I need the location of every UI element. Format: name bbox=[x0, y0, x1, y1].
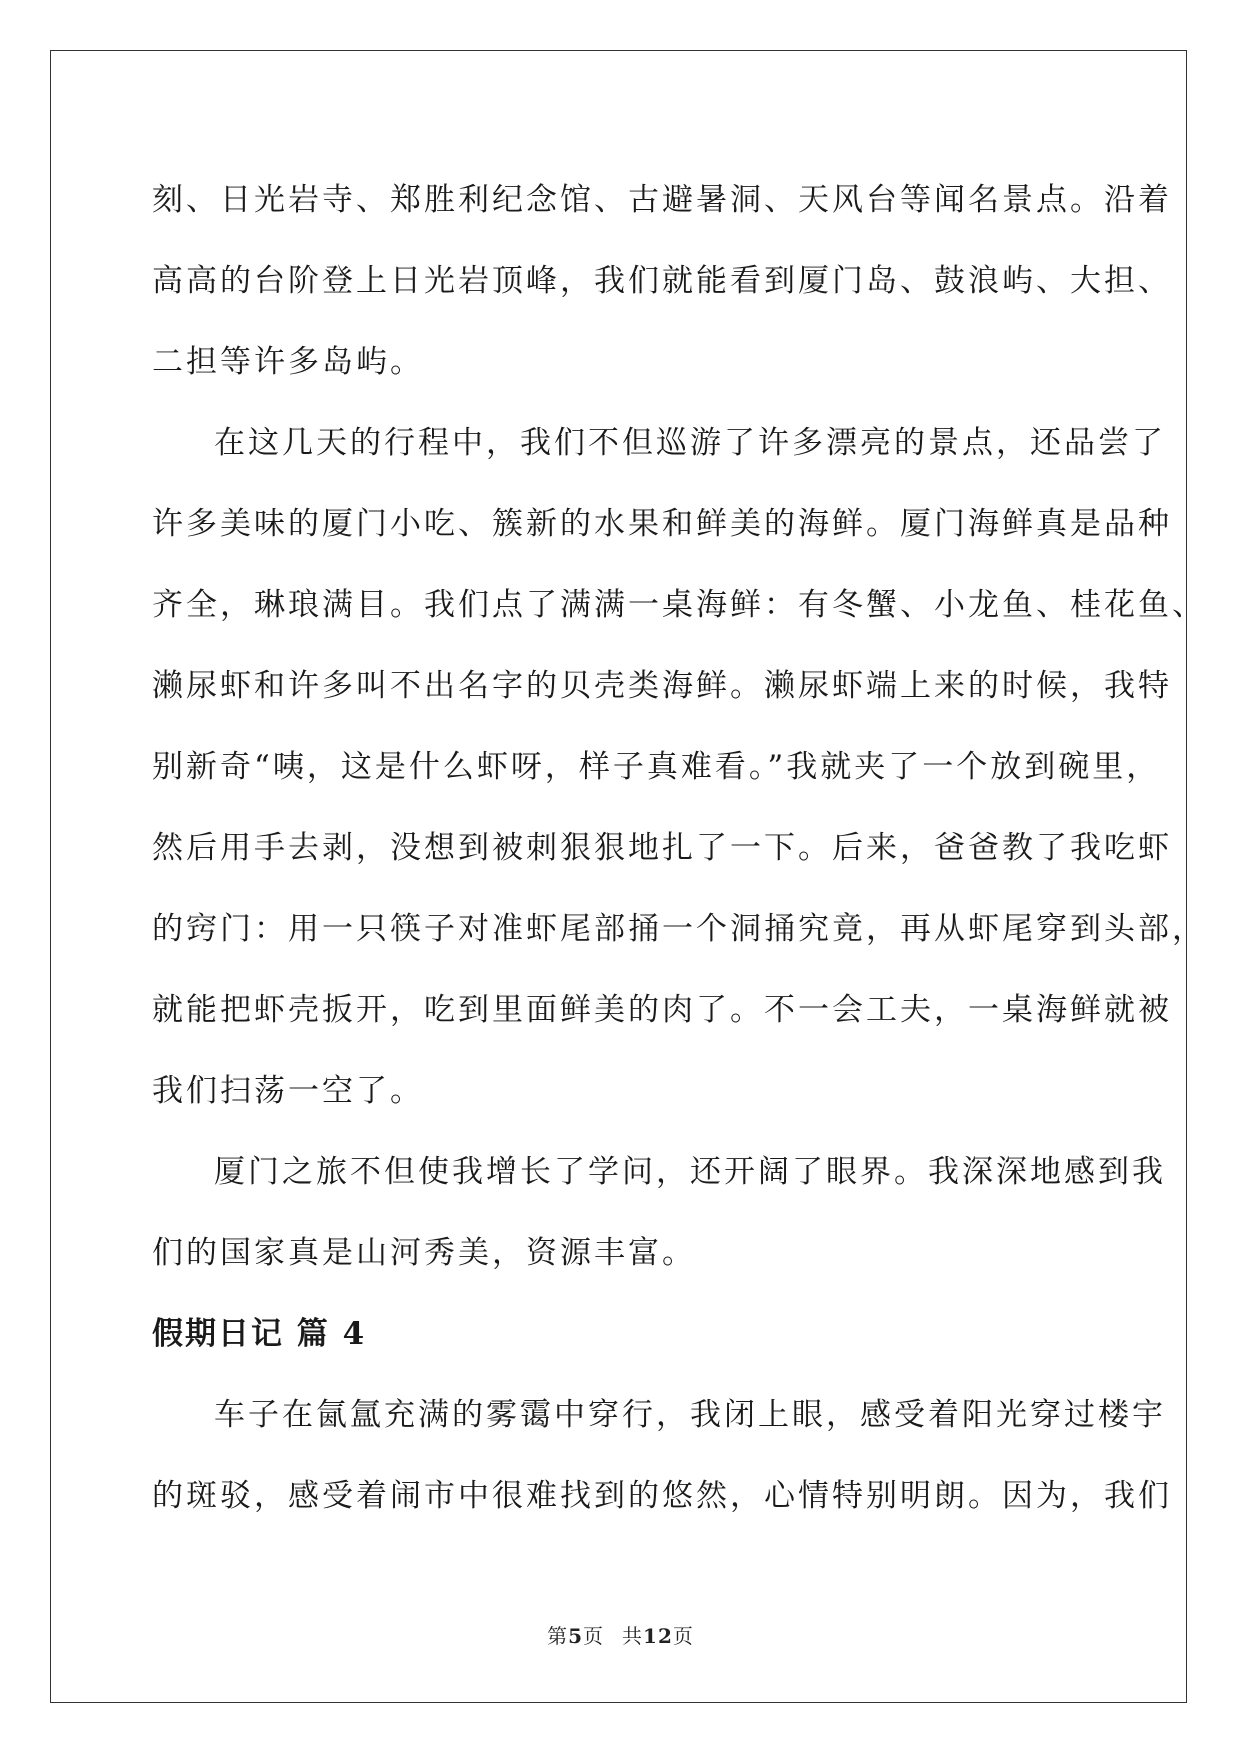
total-pages: 12 bbox=[643, 1624, 673, 1648]
paragraph-4 bbox=[152, 1375, 1172, 1537]
document-body bbox=[152, 160, 1206, 1537]
text-line: 濑尿虾和许多叫不出名字的贝壳类海鲜。濑尿虾端上来的时候，我特 bbox=[152, 668, 1172, 704]
footer-page-suffix: 页 bbox=[583, 1624, 605, 1648]
text-line: 厦门之旅不但使我增长了学问，还开阔了眼界。我深深地感到我 bbox=[214, 1154, 1166, 1190]
text-line: 的斑驳，感受着闹市中很难找到的悠然，心情特别明朗。因为，我们 bbox=[152, 1478, 1172, 1514]
text-line: 刻、日光岩寺、郑胜利纪念馆、古避暑洞、天风台等闻名景点。沿着 bbox=[152, 182, 1172, 218]
text-line: 们的国家真是山河秀美，资源丰富。 bbox=[152, 1235, 696, 1271]
text-line: 高高的台阶登上日光岩顶峰，我们就能看到厦门岛、鼓浪屿、大担、 bbox=[152, 263, 1172, 299]
footer-total-suffix: 页 bbox=[672, 1624, 694, 1648]
footer-total-prefix: 共 bbox=[622, 1624, 644, 1648]
text-line: 二担等许多岛屿。 bbox=[152, 344, 424, 380]
paragraph-3 bbox=[152, 1132, 1166, 1294]
text-line: 齐全，琳琅满目。我们点了满满一桌海鲜：有冬蟹、小龙鱼、桂花鱼、 bbox=[152, 587, 1206, 623]
text-line: 别新奇“咦，这是什么虾呀，样子真难看。”我就夹了一个放到碗里， bbox=[152, 749, 1161, 785]
text-line: 许多美味的厦门小吃、簇新的水果和鲜美的海鲜。厦门海鲜真是品种 bbox=[152, 506, 1172, 542]
text-line: 的窍门：用一只筷子对准虾尾部捅一个洞捅究竟，再从虾尾穿到头部， bbox=[152, 911, 1206, 947]
page-footer bbox=[0, 1620, 1241, 1649]
section-heading: 假期日记 篇 4 bbox=[152, 1316, 367, 1352]
text-line: 然后用手去剥，没想到被刺狠狠地扎了一下。后来，爸爸教了我吃虾 bbox=[152, 830, 1172, 866]
text-line: 我们扫荡一空了。 bbox=[152, 1073, 424, 1109]
paragraph-1 bbox=[152, 160, 1172, 403]
paragraph-2 bbox=[152, 403, 1206, 1132]
text-line: 就能把虾壳扳开，吃到里面鲜美的肉了。不一会工夫，一桌海鲜就被 bbox=[152, 992, 1172, 1028]
text-line: 在这几天的行程中，我们不但巡游了许多漂亮的景点，还品尝了 bbox=[214, 425, 1166, 461]
footer-prefix: 第 bbox=[547, 1624, 569, 1648]
text-line: 车子在氤氲充满的雾霭中穿行，我闭上眼，感受着阳光穿过楼宇 bbox=[214, 1397, 1166, 1433]
page-number: 5 bbox=[568, 1624, 584, 1648]
